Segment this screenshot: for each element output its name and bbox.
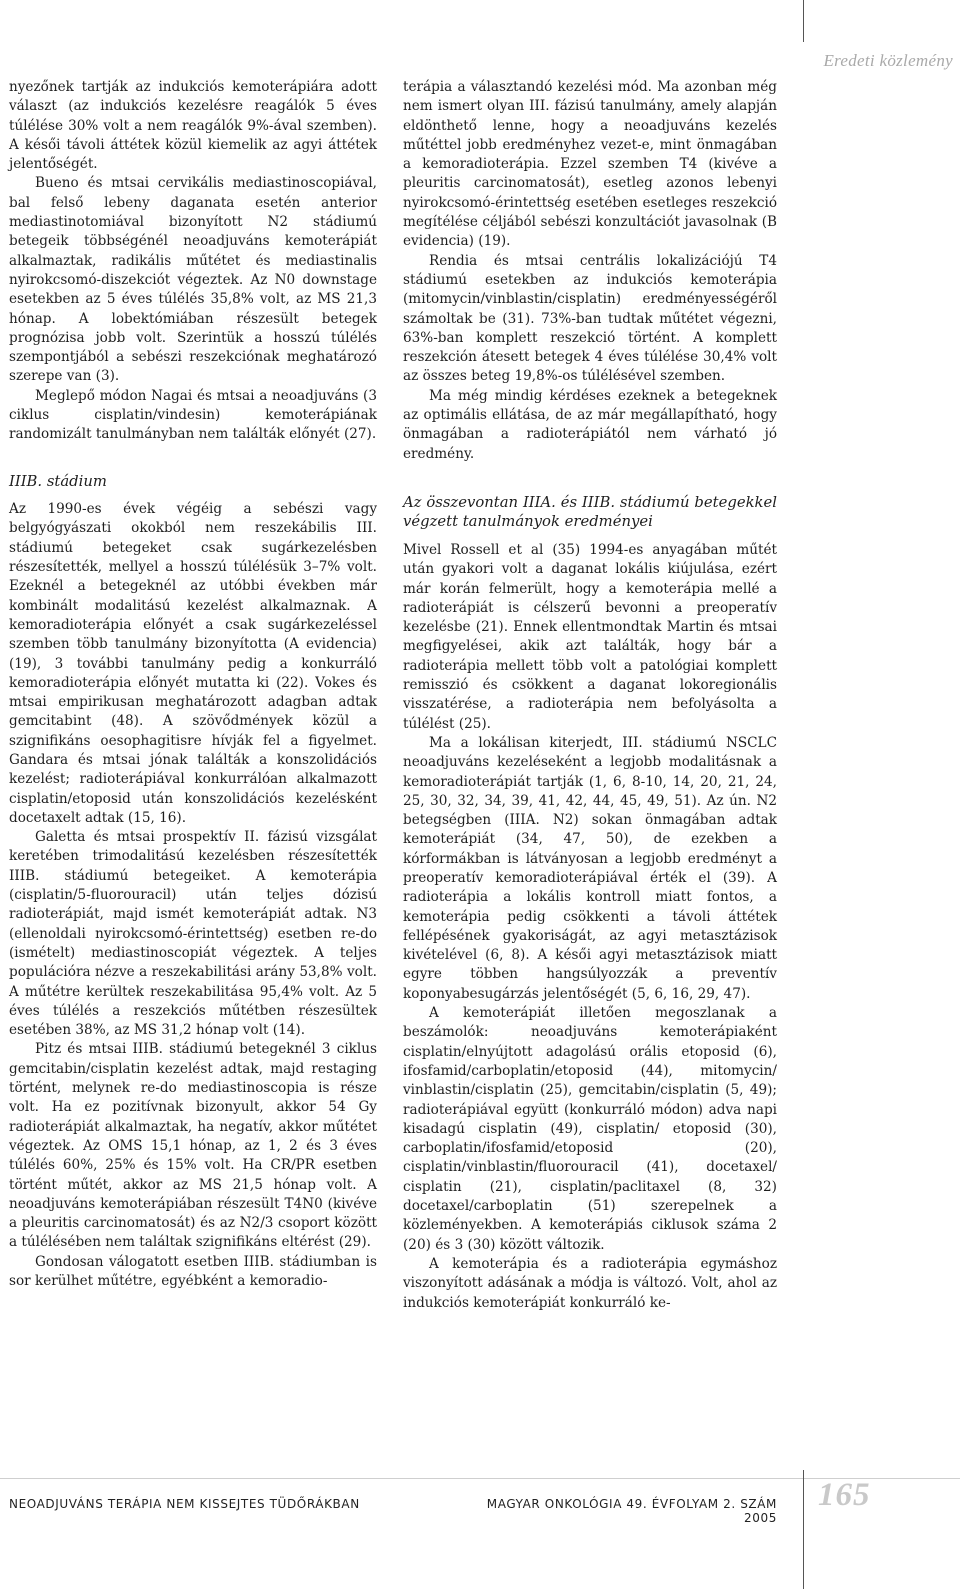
right-column bbox=[403, 78, 777, 1313]
section-heading-iiib: IIIB. stádium bbox=[9, 472, 107, 490]
running-title: NEOADJUVÁNS TERÁPIA NEM KISSEJTES TÜDŐRÁKBAN bbox=[9, 1497, 360, 1511]
paragraph: Pitz és mtsai IIIB. stádiumú betegeknél 3 ciklus gemcitabin/cisplatin kezelést adtak, majd restaging történt, melynek re-do mediastinoscopia is része volt. Ha ez pozitívnak bizonyult, akkor 54 Gy radioterápiát alkalmaztak, ha negatív, akkor műtétet végeztek. Az OMS 15,1 hónap, az 1, 2 és 3 éves túlélés 60%, 25% és 15% volt. Ha CR/PR esetben történt műtét, akkor az MS 21,5 hónap volt. A neoadjuváns kemoterápiában részesült T4N0 (kivéve a pleuritis carcinomatosát) és az N2/3 csoport között a túlélésében nem találtak szignifikáns eltérést (29). bbox=[9, 1041, 377, 1251]
header-divider bbox=[803, 0, 804, 42]
paragraph: Mivel Rossell et al (35) 1994-es anyagában műtét után gyakori volt a daganat lokális kiújulása, ezért már korán felmerült, hogy a kemoterápia mellé a radioterápiát is célszerű bevonni a preoperatív kezelésbe (21). Ennek ellentmondtak Martin és mtsai megfigyelései, akik azt találták, hogy bár a radioterápia mellett több volt a patológiai komplett remisszió és csökkent a daganat lokoregionális visszatérése, a radioterápia nem befolyásolta a túlélést (25). bbox=[403, 541, 777, 732]
paragraph: Ma a lokálisan kiterjedt, III. stádiumú NSCLC neoadjuváns kezeléseként a legjobb modalitásnak a kemoradioterápiát tartják (1, 6, 8-10, 14, 20, 21, 24, 25, 30, 32, 34, 39, 41, 42, 44, 45, 49, 51). Az ún. N2 betegségben (IIIA. N2) sokan önmagában adtak kemoterápiát (34, 47, 50), de ezekben a kórformákban is látványosan a legjobb eredményt a preoperatív kemoradioterápiával érték el (39). A radioterápia a lokális kontroll miatt fontos, a kemoterápia pedig csökkenti a távoli áttétek fellépésének gyakoriságát, az agyi metasztázisok kivételével (6, 8). A késői agyi metasztázisok miatt egyre többen hangsúlyozzák a preventív koponyabesugárzás jelentőségét (5, 6, 16, 29, 47). bbox=[403, 734, 777, 1002]
paragraph: Galetta és mtsai prospektív II. fázisú vizsgálat keretében trimodalitású kezelésben részesítették IIIB. stádiumú betegeiket. A kemoterápia (cisplatin/5-fluorouracil) után teljes dózisú radioterápiát, majd ismét kemoterápiát adtak. N3 (ellenoldali nyirokcsomó-érintettség) esetben re-do (ismételt) mediastinoscopiát végeztek. A teljes populációra nézve a reszekabilitási arány 53,8% volt. A műtétre kerültek reszekabilitása 95,4% volt. Az 5 éves túlélés a reszekciós műtétben részesültek esetében 38%, az MS 31,2 hónap volt (14). bbox=[9, 829, 377, 1039]
section-label: Eredeti közlemény bbox=[823, 51, 953, 70]
footer-vertical-divider bbox=[803, 1470, 804, 1589]
left-column bbox=[9, 78, 377, 1291]
paragraph: Rendia és mtsai centrális lokalizációjú T4 stádiumú esetekben az indukciós kemoterápia (mitomycin/vinblastin/cisplatin) eredményességéről számoltak be (31). 73%-ban tudtak műtétet végezni, 63%-ban komplett reszekció történt. A komplett reszekción átesett betegek 4 éves túlélése 30,4% volt az összes beteg 19,8%-os túlélésével szemben. bbox=[403, 252, 777, 385]
paragraph: Bueno és mtsai cervikális mediastinoscopiával, bal felső lebeny daganata esetén anterior mediastinotomiával bizonyított N2 stádiumú betegeik többségénél neoadjuváns kemoterápiát alkalmaztak, radikális műtétet és mediastinalis nyirokcsomó-diszekciót végeztek. Az N0 downstage esetekben az 5 éves túlélés 35,8% volt, az MS 21,3 hónap. A lobektómiában részesült betegek prognózisa jobb volt. Szerintük a hosszú túlélés szempontjából a sebészi reszekciónak meghatározó szerepe van (3). bbox=[9, 175, 377, 385]
journal-citation: MAGYAR ONKOLÓGIA 49. ÉVFOLYAM 2. SZÁM 2005 bbox=[486, 1497, 777, 1525]
page-number: 165 bbox=[818, 1477, 871, 1513]
footer-divider bbox=[0, 1478, 960, 1479]
paragraph: terápia a választandó kezelési mód. Ma azonban még nem ismert olyan III. fázisú tanulmány, amely alapján eldönthető lenne, hogy a neoadjuváns kezelés műtéttel jobb eredményhez vezet-e, mint önmagában a kemoradioterápia. Ezzel szemben T4 (kivéve a pleuritis carcinomatosát), esetleg azonos lebenyi nyirokcsomó-érintettség esetében esetleges reszekció megítélése céljából sebészi konzultációt javasolnak (B evidencia) (19). bbox=[403, 79, 777, 250]
paragraph: Az 1990-es évek végéig a sebészi vagy belgyógyászati okokból nem reszekábilis III. stádiumú betegeket csak sugárkezelésben részesítették, mellyel a hosszú túlélésük 3–7% volt. Ezeknél a betegeknél az utóbbi években már kombinált modalitású kezelést alkalmaznak. A kemoradioterápia előnyét a csak sugárkezeléssel szemben több tanulmány bizonyította (A evidencia) (19), 3 további tanulmány pedig a konkurráló kemoradioterápia előnyét mutatta ki (22). Vokes és mtsai empirikusan meghatározott adagban adtak gemcitabint (48). A szövődmények közül a szignifikáns oesophagitisre hívják fel a figyelmet. Gandara és mtsai jónak találták a konszolidációs kezelést; radioterápiával konkurrálóan alkalmazott cisplatin/etoposid után konszolidációs kezelésként docetaxelt adtak (15, 16). bbox=[9, 501, 377, 826]
paragraph: Meglepő módon Nagai és mtsai a neoadjuváns (3 ciklus cisplatin/vindesin) kemoterápiának randomizált tanulmányban nem találták előnyét (27). bbox=[9, 387, 377, 443]
paragraph: A kemoterápiát illetően megoszlanak a beszámolók: neoadjuváns kemoterápiaként cisplatin/elnyújtott adagolású orális etoposid (6), ifosfamid/carboplatin/etoposid (44), mitomycin/ vinblastin/cisplatin (25), gemcitabin/cisplatin (5, 49); radioterápiával együtt (konkurráló módon) adva napi kisadagú cisplatin (49), cisplatin/ etoposid (30), carboplatin/ifosfamid/etoposid (20), cisplatin/vinblastin/fluorouracil (41), docetaxel/ cisplatin (21), cisplatin/paclitaxel (8, 32) docetaxel/carboplatin (51) szerepelnek a közleményekben. A kemoterápiás ciklusok száma 2 (20) és 3 (30) között változik. bbox=[403, 1005, 777, 1253]
paragraph: A kemoterápia és a radioterápia egymáshoz viszonyított adásának a módja is változó. Volt, ahol az indukciós kemoterápiát konkurráló ke- bbox=[403, 1255, 777, 1311]
section-heading-results: Az összevontan IIIA. és IIIB. stádiumú betegekkel végzett tanulmányok eredményei bbox=[403, 493, 777, 531]
paragraph: Gondosan válogatott esetben IIIB. stádiumban is sor kerülhet műtétre, egyébként a kemoradio- bbox=[9, 1253, 377, 1290]
paragraph: nyezőnek tartják az indukciós kemoterápiára adott választ (az indukciós kezelésre reagálók 5 éves túlélése 30% volt a nem reagálók 9%-ával szemben). A késői távoli áttétek közül kiemelik az agyi áttétek jelentőségét. bbox=[9, 79, 377, 173]
paragraph: Ma még mindig kérdéses ezeknek a betegeknek az optimális ellátása, de az már megállapítható, hogy önmagában a radioterápiától nem várható jó eredmény. bbox=[403, 387, 777, 462]
